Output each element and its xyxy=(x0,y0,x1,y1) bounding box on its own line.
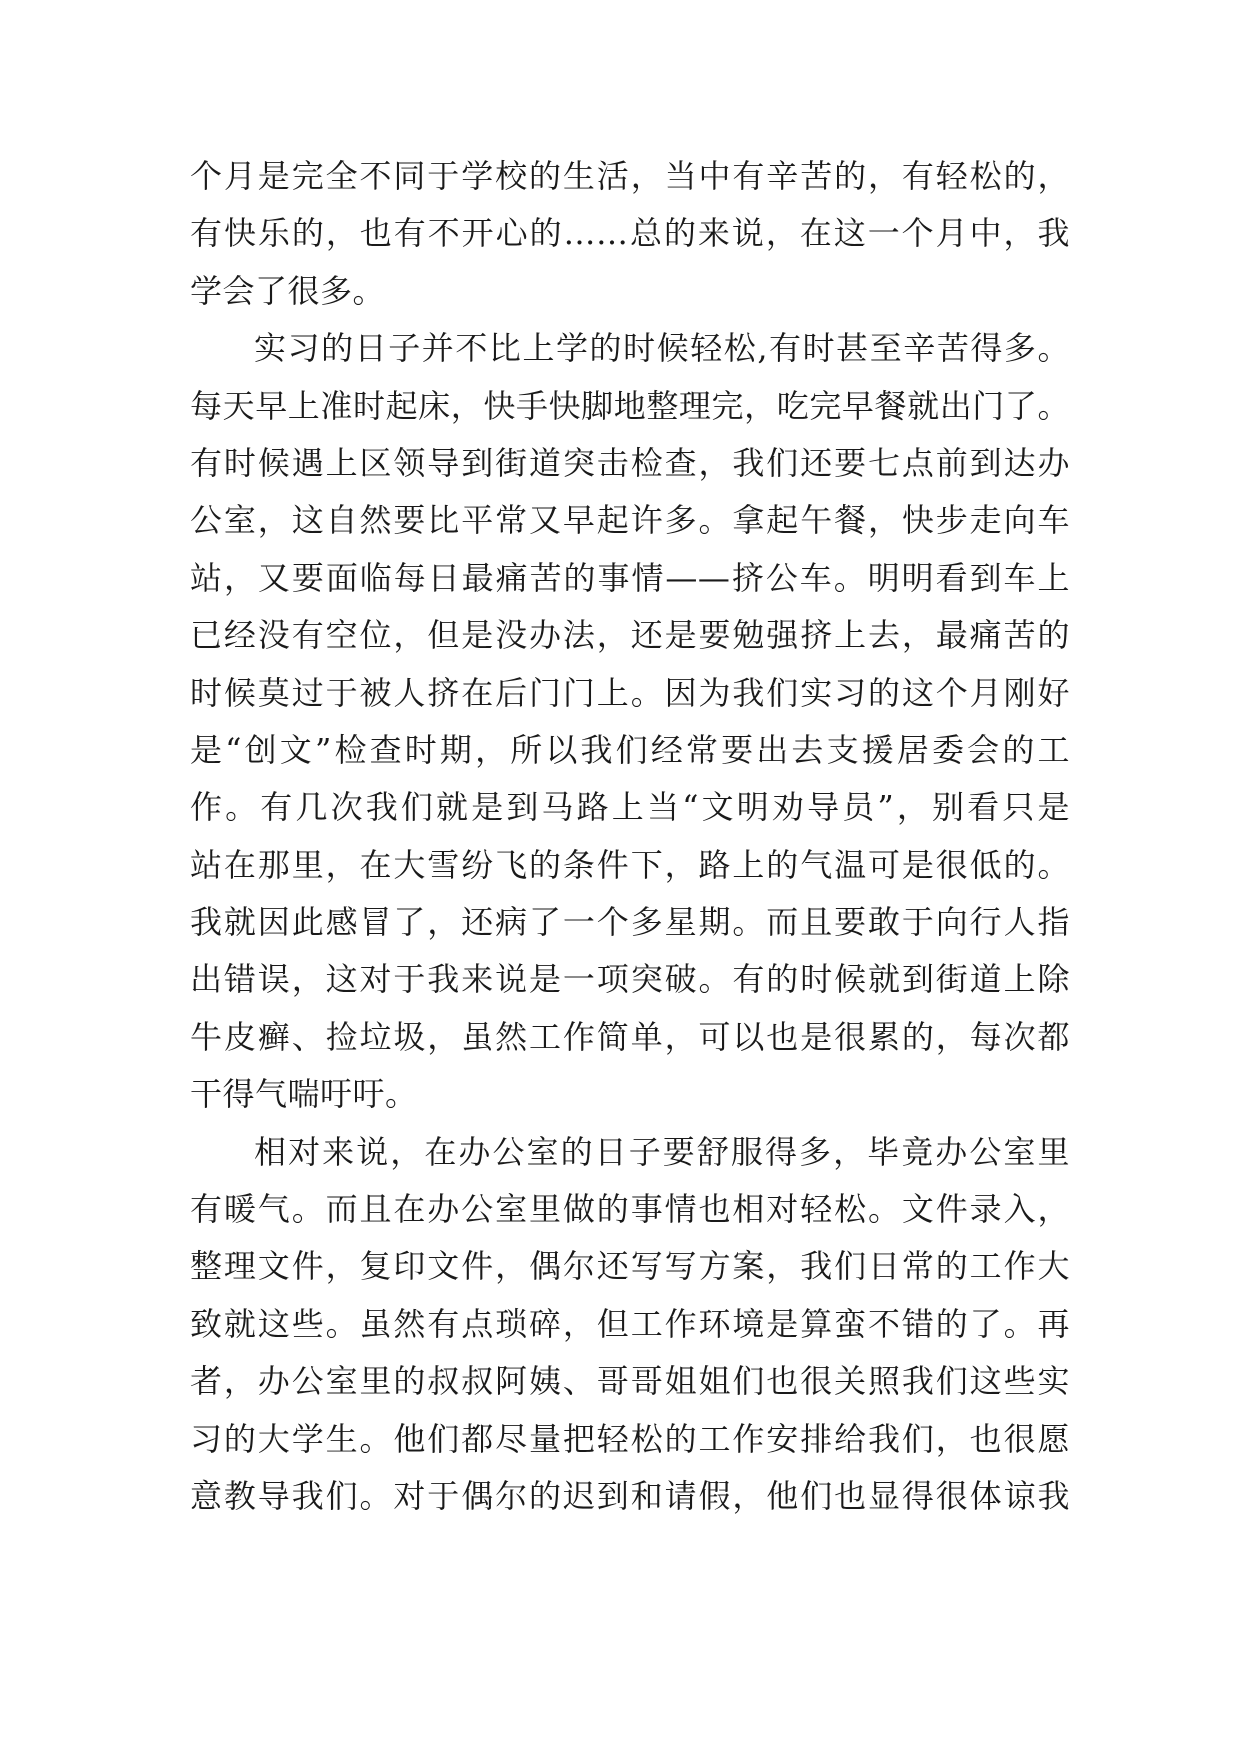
text-line: 学会了很多。 xyxy=(190,271,386,310)
text-line: 个月是完全不同于学校的生活，当中有辛苦的，有轻松的， xyxy=(190,157,1070,195)
text-line: 有暖气。而且在办公室里做的事情也相对轻松。文件录入， xyxy=(190,1190,1070,1229)
paragraph-2 xyxy=(190,320,1070,1123)
text-line: 意教导我们。对于偶尔的迟到和请假，他们也显得很体谅我 xyxy=(190,1476,1070,1515)
text-line: 者，办公室里的叔叔阿姨、哥哥姐姐们也很关照我们这些实 xyxy=(190,1362,1070,1401)
text-line: 站，又要面临每日最痛苦的事情——挤公车。明明看到车上 xyxy=(190,558,1070,597)
text-line: 已经没有空位，但是没办法，还是要勉强挤上去，最痛苦的 xyxy=(190,616,1070,655)
text-line: 出错误，这对于我来说是一项突破。有的时候就到街道上除 xyxy=(190,960,1070,999)
text-line: 作。有几次我们就是到马路上当“文明劝导员”，别看只是 xyxy=(190,788,1070,827)
text-line: 牛皮癣、捡垃圾，虽然工作简单，可以也是很累的，每次都 xyxy=(190,1017,1070,1056)
text-line: 致就这些。虽然有点琐碎，但工作环境是算蛮不错的了。再 xyxy=(190,1304,1070,1343)
text-line: 站在那里，在大雪纷飞的条件下，路上的气温可是很低的。 xyxy=(190,845,1070,884)
text-line: 有时候遇上区领导到街道突击检查，我们还要七点前到达办 xyxy=(190,443,1070,482)
text-line: 有快乐的，也有不开心的……总的来说，在这一个月中，我 xyxy=(190,214,1070,253)
text-line: 实习的日子并不比上学的时候轻松,有时甚至辛苦得多。 xyxy=(254,329,1070,368)
text-line: 整理文件，复印文件，偶尔还写写方案，我们日常的工作大 xyxy=(190,1247,1070,1286)
text-line: 公室，这自然要比平常又早起许多。拿起午餐，快步走向车 xyxy=(190,501,1070,540)
text-line: 干得气喘吁吁。 xyxy=(190,1075,418,1114)
text-line: 我就因此感冒了，还病了一个多星期。而且要敢于向行人指 xyxy=(190,903,1070,942)
text-line: 相对来说，在办公室的日子要舒服得多，毕竟办公室里 xyxy=(254,1132,1070,1171)
text-line: 是“创文”检查时期，所以我们经常要出去支援居委会的工 xyxy=(190,730,1070,769)
document-page xyxy=(190,148,1070,1525)
paragraph-1 xyxy=(190,148,1070,320)
text-line: 时候莫过于被人挤在后门门上。因为我们实习的这个月刚好 xyxy=(190,673,1070,712)
text-line: 每天早上准时起床，快手快脚地整理完，吃完早餐就出门了。 xyxy=(190,386,1070,425)
text-line: 习的大学生。他们都尽量把轻松的工作安排给我们，也很愿 xyxy=(190,1419,1070,1458)
paragraph-3 xyxy=(190,1124,1070,1526)
